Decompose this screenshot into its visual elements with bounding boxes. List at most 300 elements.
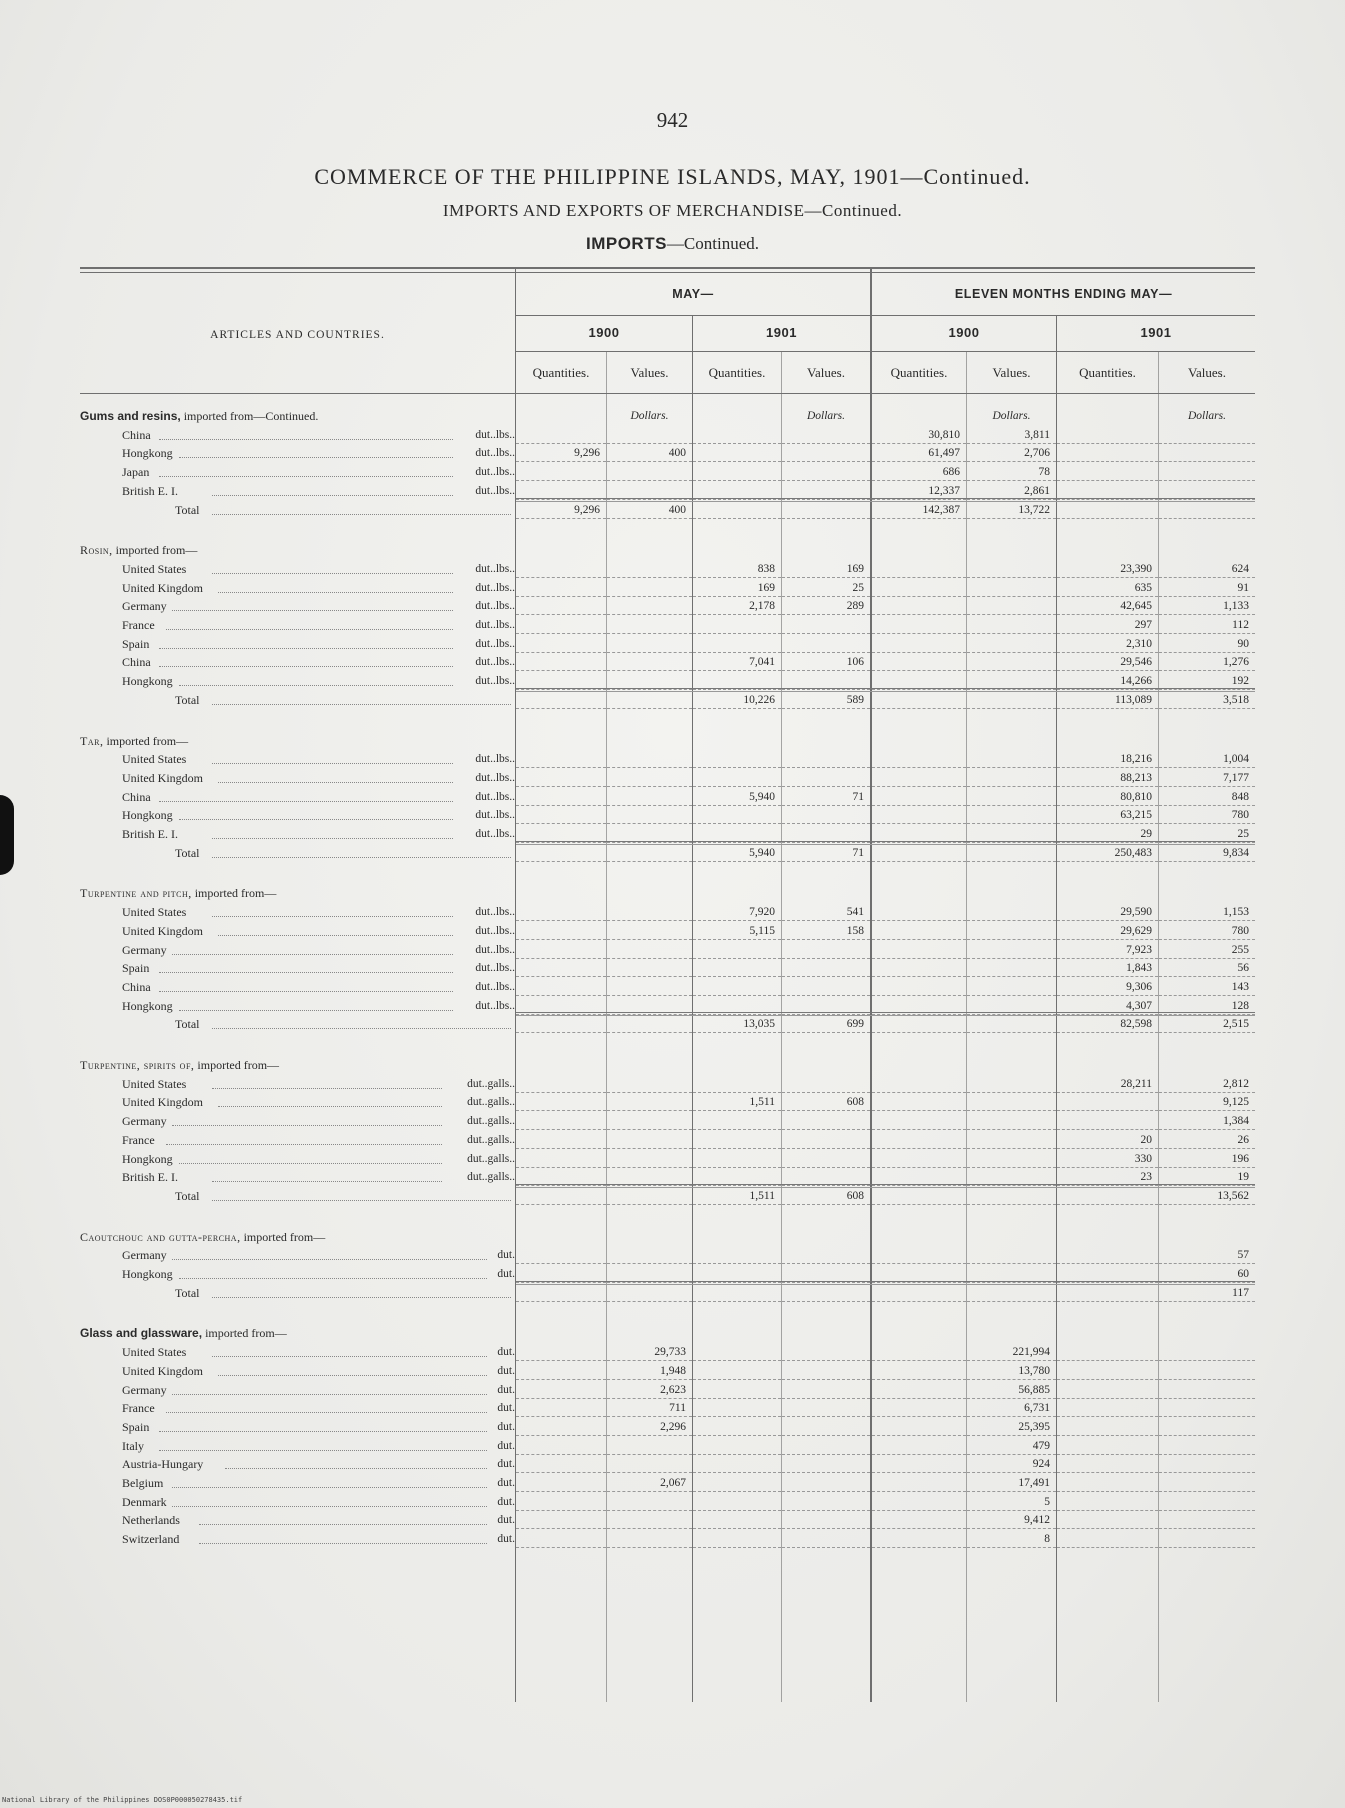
data-cell: 1,384 [1159, 1112, 1255, 1130]
data-cell [1057, 1284, 1158, 1302]
table-row [80, 1112, 1255, 1130]
data-cell: 686 [872, 463, 966, 481]
header-rule-year [515, 351, 1255, 352]
country-label: Switzerland [122, 1532, 180, 1547]
data-cell [782, 616, 870, 634]
data-cell [693, 463, 781, 481]
table-row [80, 750, 1255, 768]
data-cell [693, 407, 781, 425]
data-cell [872, 1056, 966, 1074]
data-cell: 5,940 [693, 788, 781, 806]
data-cell [693, 444, 781, 462]
data-cell [967, 1112, 1056, 1130]
data-cell: 289 [782, 597, 870, 615]
data-cell: 23,390 [1057, 560, 1158, 578]
scan-footer: National Library of the Philippines DOS0P000050278435.tif [2, 1796, 243, 1804]
row-label-cell [80, 997, 515, 1015]
commerce-table [80, 267, 1255, 1702]
data-cell [607, 1511, 692, 1529]
data-cell [872, 1131, 966, 1149]
country-label: Germany [122, 942, 167, 957]
data-cell [1057, 1455, 1158, 1473]
data-cell [782, 1399, 870, 1417]
leader-dots [172, 1125, 442, 1126]
leader-dots [179, 457, 453, 458]
row-label-cell [80, 1362, 515, 1380]
data-cell [607, 597, 692, 615]
data-cell: 7,920 [693, 903, 781, 921]
data-cell [516, 1343, 606, 1361]
data-cell: 2,861 [967, 482, 1056, 500]
data-cell [872, 635, 966, 653]
data-cell [1057, 463, 1158, 481]
data-cell: 400 [607, 444, 692, 462]
row-label-cell [80, 1228, 515, 1246]
data-cell: 71 [782, 788, 870, 806]
data-cell [607, 1228, 692, 1246]
data-cell [967, 597, 1056, 615]
row-label-cell [80, 463, 515, 481]
data-cell: 635 [1057, 579, 1158, 597]
leader-dots [179, 1010, 453, 1011]
unit-label: dut. [497, 1533, 515, 1546]
data-cell [782, 541, 870, 559]
row-label-cell [80, 1437, 515, 1455]
row-label-cell [80, 1075, 515, 1093]
data-cell [607, 806, 692, 824]
data-cell [516, 769, 606, 787]
row-label-cell [80, 501, 515, 519]
unit-label: dut. [497, 1383, 515, 1396]
data-cell: 2,706 [967, 444, 1056, 462]
leader-dots [166, 1144, 442, 1145]
data-cell [1159, 1056, 1255, 1074]
data-cell [1057, 1530, 1158, 1548]
data-cell: 924 [967, 1455, 1056, 1473]
country-label: United States [122, 905, 187, 920]
data-cell [872, 1324, 966, 1342]
data-cell [872, 1511, 966, 1529]
data-cell [1159, 1437, 1255, 1455]
leader-dots [179, 1163, 442, 1164]
row-label-cell [80, 579, 515, 597]
leader-dots [159, 1450, 487, 1451]
total-row [80, 501, 1255, 519]
data-cell [516, 635, 606, 653]
data-cell [607, 1246, 692, 1264]
data-cell: 25,395 [967, 1418, 1056, 1436]
section-heading-rest: —Continued. [666, 234, 760, 253]
country-label: United States [122, 752, 187, 767]
data-cell [872, 1399, 966, 1417]
data-cell [782, 1474, 870, 1492]
data-cell [516, 541, 606, 559]
unit-label: dut..lbs.. [475, 943, 515, 956]
data-cell [872, 1343, 966, 1361]
country-label: Germany [122, 599, 167, 614]
table-row [80, 1530, 1255, 1548]
country-label: China [122, 655, 151, 670]
unit-label: dut. [497, 1268, 515, 1280]
data-cell [1159, 444, 1255, 462]
table-row [80, 769, 1255, 787]
category-label [80, 1228, 325, 1246]
row-label-cell [80, 672, 515, 690]
data-cell: 13,722 [967, 501, 1056, 519]
data-cell: 2,067 [607, 1474, 692, 1492]
data-cell [782, 959, 870, 977]
row-label-cell [80, 1474, 515, 1492]
data-cell: 17,491 [967, 1474, 1056, 1492]
data-cell [516, 1131, 606, 1149]
unit-label: dut. [497, 1477, 515, 1489]
data-cell [607, 541, 692, 559]
data-cell [693, 884, 781, 902]
table-top-rule-2 [80, 272, 1255, 273]
data-cell: 4,307 [1057, 997, 1158, 1015]
data-cell: 1,843 [1057, 959, 1158, 977]
data-cell: 9,412 [967, 1511, 1056, 1529]
row-label-cell [80, 884, 515, 902]
data-cell: 10,226 [693, 691, 781, 709]
country-label: United Kingdom [122, 1095, 203, 1110]
country-label: United Kingdom [122, 923, 203, 938]
row-label-cell [80, 844, 515, 862]
data-cell [516, 1324, 606, 1342]
country-label: Hongkong [122, 1151, 173, 1166]
total-rule [516, 1184, 1255, 1188]
leader-dots [218, 1375, 486, 1376]
unit-label: dut..lbs.. [475, 600, 515, 613]
data-cell [967, 959, 1056, 977]
data-cell [1159, 1343, 1255, 1361]
data-cell: 3,811 [967, 426, 1056, 444]
data-cell [607, 1150, 692, 1168]
data-cell: 12,337 [872, 482, 966, 500]
data-cell [782, 1131, 870, 1149]
category-label [80, 1324, 287, 1342]
leader-dots [159, 801, 453, 802]
table-row [80, 560, 1255, 578]
data-cell: 23 [1057, 1168, 1158, 1186]
total-rule [516, 1281, 1255, 1285]
data-cell [693, 732, 781, 750]
row-label-cell [80, 1112, 515, 1130]
data-cell: Dollars. [806, 410, 846, 422]
row-label-cell [80, 750, 515, 768]
data-cell [693, 806, 781, 824]
data-cell [782, 1284, 870, 1302]
data-cell [872, 1015, 966, 1033]
data-cell [693, 1075, 781, 1093]
data-cell: 2,296 [607, 1418, 692, 1436]
data-cell [967, 1093, 1056, 1111]
data-cell [607, 769, 692, 787]
data-cell [516, 732, 606, 750]
row-label-cell [80, 806, 515, 824]
data-cell [967, 653, 1056, 671]
unit-label: dut..lbs.. [475, 484, 515, 497]
data-cell [516, 750, 606, 768]
data-cell [872, 1474, 966, 1492]
data-cell [967, 788, 1056, 806]
data-cell: 5,115 [693, 922, 781, 940]
data-cell [516, 1075, 606, 1093]
unit-label: dut..lbs.. [475, 828, 515, 840]
leader-dots [225, 1468, 487, 1469]
data-cell [967, 691, 1056, 709]
data-cell [872, 1437, 966, 1455]
data-cell [967, 1075, 1056, 1093]
data-cell: 29,546 [1057, 653, 1158, 671]
data-cell: 1,004 [1159, 750, 1255, 768]
data-cell: 143 [1159, 978, 1255, 996]
category-name: Glass and glassware, [80, 1326, 203, 1341]
data-cell [872, 978, 966, 996]
table-row [80, 788, 1255, 806]
row-label-cell [80, 1511, 515, 1529]
leader-dots [218, 935, 453, 936]
data-cell [693, 1246, 781, 1264]
leader-dots [212, 916, 453, 917]
data-cell [782, 426, 870, 444]
country-label: British E. I. [122, 827, 178, 841]
unit-label: dut. [497, 1420, 515, 1433]
data-cell [1159, 463, 1255, 481]
category-row [80, 884, 1255, 902]
row-label-cell [80, 444, 515, 462]
data-cell [607, 1112, 692, 1130]
data-cell [1159, 1228, 1255, 1246]
data-cell [516, 1493, 606, 1511]
data-cell [872, 1093, 966, 1111]
data-cell: 838 [693, 560, 781, 578]
data-cell: 88,213 [1057, 769, 1158, 787]
data-cell: 780 [1159, 806, 1255, 824]
data-cell [516, 941, 606, 959]
data-cell [607, 426, 692, 444]
data-cell: 699 [782, 1015, 870, 1033]
data-cell [607, 788, 692, 806]
country-label: Hongkong [122, 998, 173, 1013]
page-number: 942 [656, 108, 689, 132]
may-header: MAY— [672, 287, 714, 301]
category-row [80, 1056, 1255, 1074]
unit-label: dut..lbs.. [475, 753, 515, 766]
data-cell [693, 1056, 781, 1074]
unit-label: dut..lbs.. [475, 428, 515, 441]
data-cell [967, 903, 1056, 921]
data-cell [872, 1284, 966, 1302]
table-row [80, 1474, 1255, 1492]
data-cell: 117 [1159, 1284, 1255, 1302]
data-cell [516, 922, 606, 940]
category-suffix: imported from— [202, 1326, 287, 1341]
data-cell [872, 1112, 966, 1130]
data-cell [607, 579, 692, 597]
unit-label: dut..lbs.. [475, 656, 515, 669]
data-cell [607, 653, 692, 671]
row-label-cell [80, 541, 515, 559]
table-row [80, 426, 1255, 444]
data-cell [1057, 1418, 1158, 1436]
data-cell: 71 [782, 844, 870, 862]
row-label-cell [80, 959, 515, 977]
row-label-cell [80, 635, 515, 653]
data-cell [516, 616, 606, 634]
data-cell [516, 1187, 606, 1205]
data-cell [607, 903, 692, 921]
data-cell [1159, 501, 1255, 519]
total-rule [516, 841, 1255, 845]
data-cell [967, 1246, 1056, 1264]
country-label: United Kingdom [122, 580, 203, 595]
data-cell [516, 1112, 606, 1130]
table-row [80, 653, 1255, 671]
data-cell [1159, 1381, 1255, 1399]
data-cell: 848 [1159, 788, 1255, 806]
total-rule [516, 1012, 1255, 1016]
data-cell [967, 1324, 1056, 1342]
row-label-cell [80, 482, 515, 500]
table-row [80, 1493, 1255, 1511]
row-label-cell [80, 1015, 515, 1033]
data-cell [872, 1493, 966, 1511]
data-cell: 2,623 [607, 1381, 692, 1399]
unit-label: dut. [497, 1364, 515, 1377]
data-cell [693, 1437, 781, 1455]
data-cell [872, 1150, 966, 1168]
table-row [80, 1246, 1255, 1264]
unit-label: dut..lbs.. [475, 999, 515, 1012]
data-cell [1057, 1343, 1158, 1361]
row-label-cell [80, 560, 515, 578]
data-cell [872, 732, 966, 750]
data-cell: 9,296 [516, 501, 606, 519]
data-cell [967, 1056, 1056, 1074]
data-cell [1159, 1511, 1255, 1529]
data-cell [1057, 426, 1158, 444]
leader-dots [212, 1297, 511, 1298]
data-cell [607, 978, 692, 996]
data-cell [1159, 1362, 1255, 1380]
country-label: Denmark [122, 1494, 167, 1509]
data-cell [693, 541, 781, 559]
data-cell: 2,515 [1159, 1015, 1255, 1033]
data-cell [967, 541, 1056, 559]
data-cell: 29,590 [1057, 903, 1158, 921]
data-cell: 1,511 [693, 1187, 781, 1205]
data-cell [516, 1381, 606, 1399]
table-row [80, 941, 1255, 959]
data-cell [516, 1150, 606, 1168]
data-cell [693, 1228, 781, 1246]
data-cell [693, 959, 781, 977]
data-cell [516, 597, 606, 615]
section-heading-bold: IMPORTS [585, 234, 667, 253]
row-label-cell [80, 1493, 515, 1511]
category-name: Caoutchouc and gutta-percha, [80, 1229, 241, 1244]
data-cell [607, 844, 692, 862]
country-label: United States [122, 1345, 187, 1360]
table-row [80, 597, 1255, 615]
leader-dots [179, 685, 453, 686]
articles-header: ARTICLES AND COUNTRIES. [210, 329, 385, 341]
unit-label: dut..lbs.. [475, 675, 515, 688]
col-values-2: Values. [807, 365, 845, 380]
data-cell [782, 1418, 870, 1436]
category-name: Tar, [80, 733, 104, 748]
category-label [80, 732, 188, 750]
header-bottom-rule [80, 393, 1255, 394]
data-cell [967, 1150, 1056, 1168]
unit-label: dut. [497, 1439, 515, 1452]
leader-dots [199, 1524, 487, 1525]
leader-dots [159, 1431, 487, 1432]
data-cell [1159, 1455, 1255, 1473]
unit-label: dut. [497, 1249, 515, 1262]
category-name: Turpentine, spirits of, [80, 1058, 195, 1072]
data-cell: 90 [1159, 635, 1255, 653]
row-label-cell [80, 691, 515, 709]
data-cell [872, 1228, 966, 1246]
table-row [80, 1455, 1255, 1473]
leader-dots [179, 819, 453, 820]
data-cell [607, 941, 692, 959]
data-cell: 250,483 [1057, 844, 1158, 862]
table-row [80, 463, 1255, 481]
data-cell: 25 [1159, 825, 1255, 843]
data-cell: 29 [1057, 825, 1158, 843]
row-label-cell [80, 769, 515, 787]
data-cell [516, 1437, 606, 1455]
unit-label: dut..lbs.. [475, 790, 515, 803]
table-row [80, 1418, 1255, 1436]
unit-label: dut..lbs.. [475, 619, 515, 631]
row-label-cell [80, 788, 515, 806]
data-cell [782, 750, 870, 768]
country-label: France [122, 618, 155, 632]
row-label-cell [80, 1265, 515, 1283]
data-cell [967, 941, 1056, 959]
category-row [80, 1324, 1255, 1342]
data-cell [967, 806, 1056, 824]
table-row [80, 1131, 1255, 1149]
country-label: United Kingdom [122, 770, 203, 785]
data-cell: 112 [1159, 616, 1255, 634]
country-label: British E. I. [122, 483, 178, 498]
col-values-3: Values. [992, 365, 1031, 380]
data-cell: 28,211 [1057, 1075, 1158, 1093]
data-cell [516, 407, 606, 425]
data-cell [1057, 1112, 1158, 1130]
category-suffix: imported from— [240, 1229, 326, 1244]
category-suffix: imported from— [194, 1058, 280, 1072]
country-label: United States [122, 1076, 187, 1091]
row-label-cell [80, 1284, 515, 1302]
data-cell [872, 1246, 966, 1264]
unit-label: dut..lbs.. [475, 637, 515, 650]
data-cell [782, 884, 870, 902]
data-cell [1057, 1056, 1158, 1074]
leader-dots [212, 1200, 511, 1201]
data-cell [1159, 541, 1255, 559]
data-cell [872, 597, 966, 615]
data-cell: 9,306 [1057, 978, 1158, 996]
data-cell [967, 978, 1056, 996]
data-cell [1057, 732, 1158, 750]
leader-dots [159, 648, 453, 649]
